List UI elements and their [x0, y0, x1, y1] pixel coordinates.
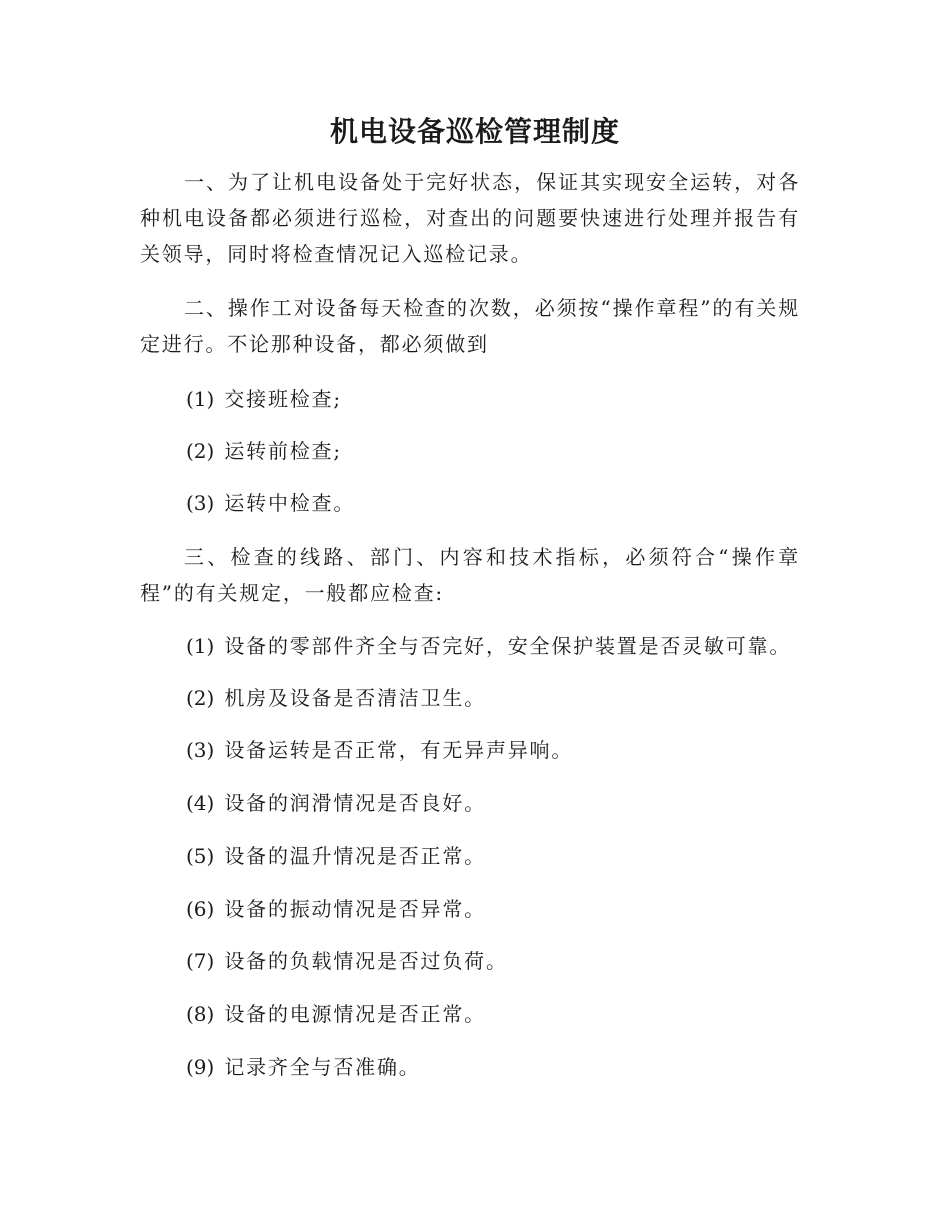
list-item [186, 943, 806, 979]
list-item-number: (3) [186, 738, 215, 762]
list-item [186, 433, 806, 469]
list-item-number: (7) [186, 949, 215, 973]
list-item [186, 1049, 806, 1085]
list-item-number: (5) [186, 844, 215, 868]
list-item [186, 891, 806, 927]
list-item [186, 628, 806, 664]
list-item [186, 838, 806, 874]
list-item-number: (6) [186, 897, 215, 921]
list-item-text: 设备的温升情况是否正常。 [224, 844, 486, 868]
list-item-text: 设备的零部件齐全与否完好，安全保护装置是否灵敏可靠。 [224, 634, 792, 658]
list-item-number: (1) [186, 634, 215, 658]
list-item-text: 设备的润滑情况是否良好。 [224, 791, 486, 815]
list-item-text: 设备的振动情况是否异常。 [224, 897, 486, 921]
section-2-paragraph: 二、操作工对设备每天检查的次数，必须按“操作章程”的有关规定进行。不论那种设备，都必须做到 [140, 296, 800, 356]
section-3-paragraph: 三、检查的线路、部门、内容和技术指标，必须符合“操作章程”的有关规定，一般都应检查: [140, 545, 800, 605]
list-item-number: (9) [186, 1055, 215, 1079]
list-item-text: 记录齐全与否准确。 [224, 1055, 421, 1079]
list-item-number: (1) [186, 387, 215, 411]
list-item-text: 运转中检查。 [224, 491, 356, 515]
list-item-number: (3) [186, 491, 215, 515]
list-item [186, 381, 806, 417]
list-item-text: 设备的电源情况是否正常。 [224, 1002, 486, 1026]
list-item [186, 996, 806, 1032]
section-1-paragraph: 一、为了让机电设备处于完好状态，保证其实现安全运转，对各种机电设备都必须进行巡检，对查出的问题要快速进行处理并报告有关领导，同时将检查情况记入巡检记录。 [140, 170, 800, 266]
list-item [186, 485, 806, 521]
list-item [186, 680, 806, 716]
list-item [186, 732, 806, 768]
list-item-text: 设备的负载情况是否过负荷。 [224, 949, 508, 973]
list-item-text: 运转前检查; [224, 439, 342, 463]
list-item-text: 交接班检查; [224, 387, 342, 411]
list-item-number: (2) [186, 439, 215, 463]
list-item-text: 设备运转是否正常，有无异声异响。 [224, 738, 574, 762]
list-item-number: (4) [186, 791, 215, 815]
list-item [186, 785, 806, 821]
list-item-number: (2) [186, 686, 215, 710]
list-item-number: (8) [186, 1002, 215, 1026]
list-item-text: 机房及设备是否清洁卫生。 [224, 686, 486, 710]
document-title: 机电设备巡检管理制度 [329, 115, 620, 148]
